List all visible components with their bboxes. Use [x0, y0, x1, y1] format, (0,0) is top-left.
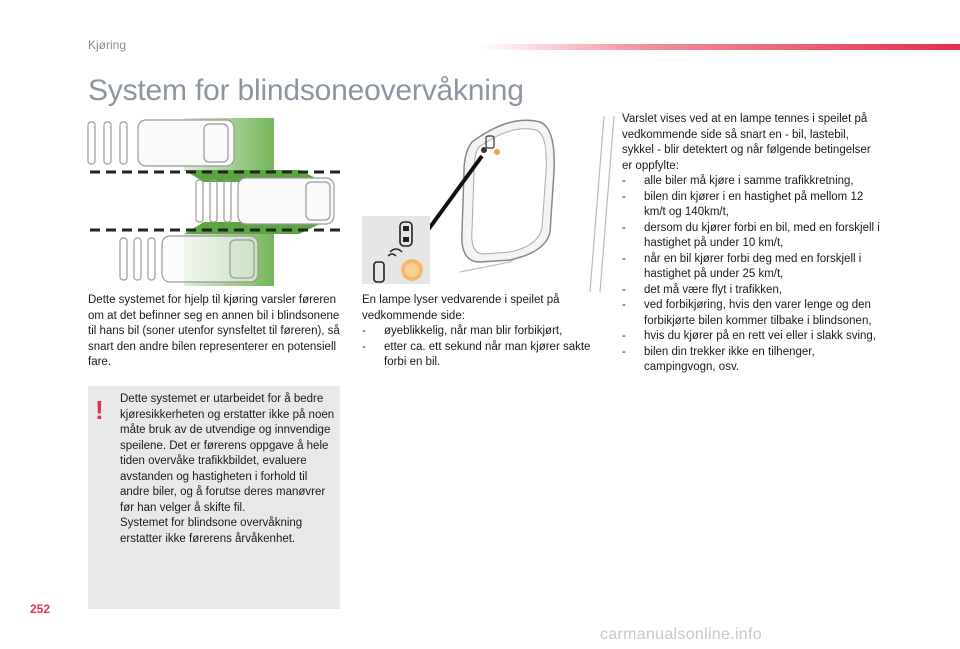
page-title: System for blindsoneovervåkning	[88, 74, 524, 107]
exclamation-icon: !	[95, 395, 104, 425]
conditions-description	[622, 112, 884, 376]
watermark: carmanualsonline.info	[600, 626, 762, 643]
list-item: - det må være flyt i trafikken,	[622, 283, 783, 296]
warning-line-2: Systemet for blindsone overvåkning erstatter ikke førerens årvåkenhet.	[120, 517, 303, 545]
lamp-description	[362, 293, 612, 371]
list-item: - bilen din kjører i en hastighet på mellom 12 km/t og 140km/t,	[622, 190, 864, 218]
list-item: - hvis du kjører på en rett vei eller i slakk sving,	[622, 330, 877, 342]
page-number: 252	[30, 602, 51, 616]
section-label: Kjøring	[88, 38, 127, 52]
list-item: - etter ca. ett sekund når man kjører sakte forbi en bil.	[362, 340, 591, 368]
warning-line-1: Dette systemet er utarbeidet for å bedre kjøresikkerheten og erstatter ikke på noen måte bruk av de utvendige og innvendige speilene. Det er førerens oppgave å hele tiden overvåke trafikkbildet, evaluere avstanden og hastigheten i forhold til andre biler, og å forutse deres manøvrer før han velger å skifte fil.	[120, 393, 335, 514]
list-item: - ved forbikjøring, hvis den varer lenge og den forbikjørte bilen kommer tilbake i blindsonen,	[622, 299, 872, 327]
list-item: - dersom du kjører forbi en bil, med en forskjell i hastighet på under 10 km/t,	[622, 221, 880, 249]
blind-spot-illustration	[84, 112, 344, 292]
list-item: - øyeblikkelig, når man blir forbikjørt,	[362, 325, 563, 337]
list-item: - alle biler må kjøre i samme trafikkretning,	[622, 175, 854, 187]
warning-text	[120, 392, 335, 547]
van-center	[196, 178, 334, 224]
van-bottom	[120, 236, 258, 282]
mirror-illustration	[360, 112, 620, 292]
van-top	[88, 120, 234, 166]
list-item: - bilen din trekker ikke en tilhenger, campingvogn, osv.	[622, 345, 815, 373]
list-item: - når en bil kjører forbi deg med en forskjell i hastighet på under 25 km/t,	[622, 252, 862, 280]
lamp-intro: En lampe lyser vedvarende i speilet på vedkommende side:	[362, 294, 560, 322]
conditions-intro: Varslet vises ved at en lampe tennes i speilet på vedkommende side så snart en - bil, lastebil, sykkel - blir detektert og når følgende betingelser er oppfylte:	[622, 113, 871, 172]
header-accent-bar	[480, 44, 960, 50]
intro-paragraph: Dette systemet for hjelp til kjøring varsler føreren om at det befinner seg en annen bil i blindsonene til hans bil (soner utenfor synsfeltet til føreren), så snart den andre bilen representerer en potensiell fare.	[88, 294, 340, 368]
